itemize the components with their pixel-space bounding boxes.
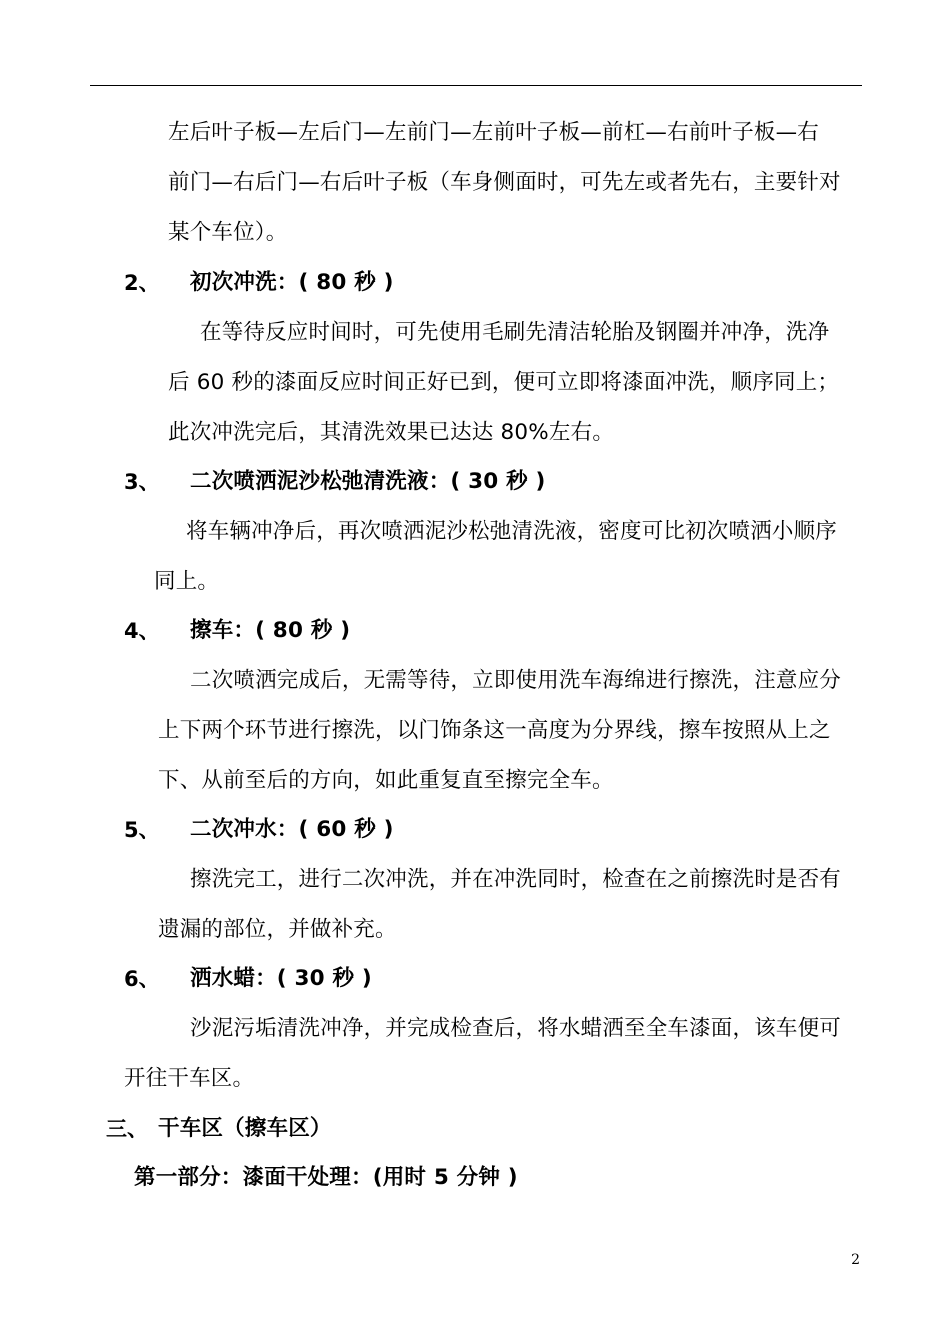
step-2-title: 初次冲洗：( 80 秒 ) bbox=[190, 270, 394, 295]
step-4-number: 4、 bbox=[124, 619, 160, 643]
step-4-line-3: 下、从前至后的方向，如此重复直至擦完全车。 bbox=[158, 768, 614, 793]
step-6-number: 6、 bbox=[124, 967, 160, 991]
step-5-title: 二次冲水：( 60 秒 ) bbox=[190, 817, 394, 842]
step-2-line-2: 后 60 秒的漆面反应时间正好已到，便可立即将漆面冲洗，顺序同上； bbox=[168, 370, 840, 395]
step-6-line-2: 开往干车区。 bbox=[124, 1066, 255, 1091]
intro-line-1: 左后叶子板—左后门—左前门—左前叶子板—前杠—右前叶子板—右 bbox=[168, 120, 820, 145]
subsection-title: 第一部分：漆面干处理：(用时 5 分钟 ) bbox=[134, 1165, 518, 1190]
step-2-line-1: 在等待反应时间时，可先使用毛刷先清洁轮胎及钢圈并冲净，洗净 bbox=[200, 320, 830, 345]
step-2-line-3: 此次冲洗完后，其清洗效果已达达 80%左右。 bbox=[168, 420, 615, 445]
step-4-line-2: 上下两个环节进行擦洗，以门饰条这一高度为分界线，擦车按照从上之 bbox=[158, 718, 831, 743]
step-3-line-1: 将车辆冲净后，再次喷洒泥沙松弛清洗液，密度可比初次喷洒小顺序 bbox=[186, 519, 838, 544]
section-number: 三、 bbox=[106, 1117, 148, 1141]
intro-line-3: 某个车位）。 bbox=[168, 220, 288, 245]
step-5-line-1: 擦洗完工，进行二次冲洗，并在冲洗同时，检查在之前擦洗时是否有 bbox=[190, 867, 842, 892]
step-2-number: 2、 bbox=[124, 271, 160, 295]
step-6-line-1: 沙泥污垢清洗冲净，并完成检查后，将水蜡洒至全车漆面，该车便可 bbox=[190, 1016, 842, 1041]
step-4-title: 擦车：( 80 秒 ) bbox=[190, 618, 351, 643]
intro-line-2: 前门—右后门—右后叶子板（车身侧面时，可先左或者先右，主要针对 bbox=[168, 170, 841, 195]
step-5-number: 5、 bbox=[124, 818, 160, 842]
step-6-title: 洒水蜡：( 30 秒 ) bbox=[190, 966, 372, 991]
step-3-title: 二次喷洒泥沙松弛清洗液：( 30 秒 ) bbox=[190, 469, 546, 494]
section-title: 干车区（擦车区） bbox=[158, 1116, 332, 1141]
step-3-line-2: 同上。 bbox=[154, 569, 220, 594]
header-rule bbox=[90, 85, 862, 86]
page-number: 2 bbox=[851, 1252, 860, 1268]
step-5-line-2: 遗漏的部位，并做补充。 bbox=[158, 917, 397, 942]
step-4-line-1: 二次喷洒完成后，无需等待，立即使用洗车海绵进行擦洗，注意应分 bbox=[190, 668, 842, 693]
step-3-number: 3、 bbox=[124, 470, 160, 494]
